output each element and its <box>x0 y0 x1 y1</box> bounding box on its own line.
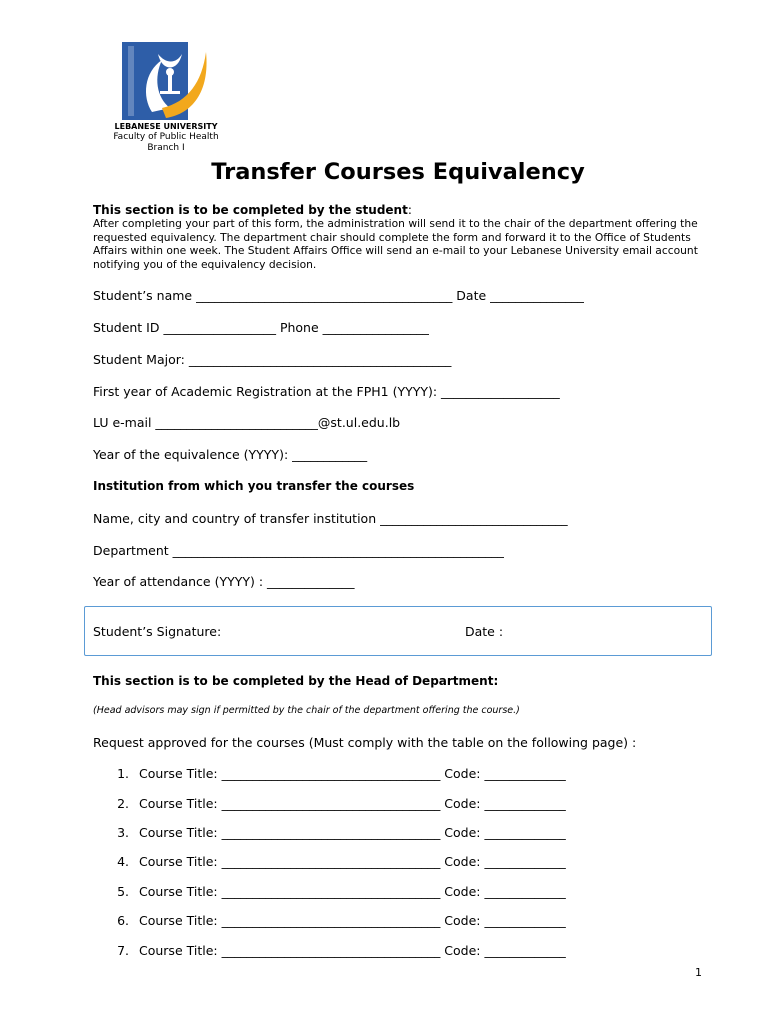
head-advisor-note: (Head advisors may sign if permitted by the chair of the department offering the course.) <box>93 705 520 716</box>
institution-name-field[interactable]: Name, city and country of transfer institution ______________________________ <box>93 511 568 526</box>
course-number: 7. <box>117 943 129 958</box>
student-section-intro: After completing your part of this form, the administration will send it to the chair of the department offering the requested equivalency. The department chair should complete the form and forward it to the Office of Students Affairs within one week. The Student Affairs Office will send an e-mail to your Lebanese University email account notifying you of the equivalency decision. <box>93 217 698 271</box>
university-name: LEBANESE UNIVERSITY <box>114 122 218 131</box>
request-approved-text: Request approved for the courses (Must comply with the table on the following page) : <box>93 735 637 750</box>
course-line-2[interactable]: Course Title: ___________________________________ Code: _____________ <box>139 796 566 811</box>
course-number: 4. <box>117 854 129 869</box>
faculty-name: Faculty of Public Health <box>113 132 219 142</box>
course-number: 2. <box>117 796 129 811</box>
course-line-1[interactable]: Course Title: ___________________________________ Code: _____________ <box>139 766 566 781</box>
institution-section-heading: Institution from which you transfer the courses <box>93 479 415 493</box>
student-major-field[interactable]: Student Major: __________________________________________ <box>93 352 452 367</box>
department-section-heading: This section is to be completed by the Head of Department: <box>93 674 499 688</box>
page-number: 1 <box>695 966 702 979</box>
student-name-field[interactable]: Student’s name _________________________________________ Date _______________ <box>93 288 584 303</box>
heading-colon: : <box>407 203 412 217</box>
student-id-phone-field[interactable]: Student ID __________________ Phone _________________ <box>93 320 429 335</box>
signature-date-label: Date : <box>465 624 504 639</box>
logo-caption <box>100 121 232 154</box>
page-title: Transfer Courses Equivalency <box>211 159 585 185</box>
course-number: 1. <box>117 766 129 781</box>
department-field[interactable]: Department _____________________________________________________ <box>93 543 504 558</box>
course-number: 6. <box>117 913 129 928</box>
student-section-heading-text: This section is to be completed by the student <box>93 203 408 217</box>
course-line-7[interactable]: Course Title: ___________________________________ Code: _____________ <box>139 943 566 958</box>
course-line-6[interactable]: Course Title: ___________________________________ Code: _____________ <box>139 913 566 928</box>
course-line-5[interactable]: Course Title: ___________________________________ Code: _____________ <box>139 884 566 899</box>
course-line-3[interactable]: Course Title: ___________________________________ Code: _____________ <box>139 825 566 840</box>
course-line-4[interactable]: Course Title: ___________________________________ Code: _____________ <box>139 854 566 869</box>
attendance-year-field[interactable]: Year of attendance (YYYY) : ______________ <box>93 574 355 589</box>
branch-name: Branch I <box>147 143 185 153</box>
first-year-registration-field[interactable]: First year of Academic Registration at the FPH1 (YYYY): ___________________ <box>93 384 560 399</box>
university-logo <box>122 42 210 120</box>
student-signature-label: Student’s Signature: <box>93 624 222 639</box>
lu-email-field[interactable]: LU e-mail __________________________@st.ul.edu.lb <box>93 415 401 430</box>
course-number: 5. <box>117 884 129 899</box>
equivalence-year-field[interactable]: Year of the equivalence (YYYY): ____________ <box>93 447 368 462</box>
course-number: 3. <box>117 825 129 840</box>
student-section-heading <box>93 203 412 217</box>
